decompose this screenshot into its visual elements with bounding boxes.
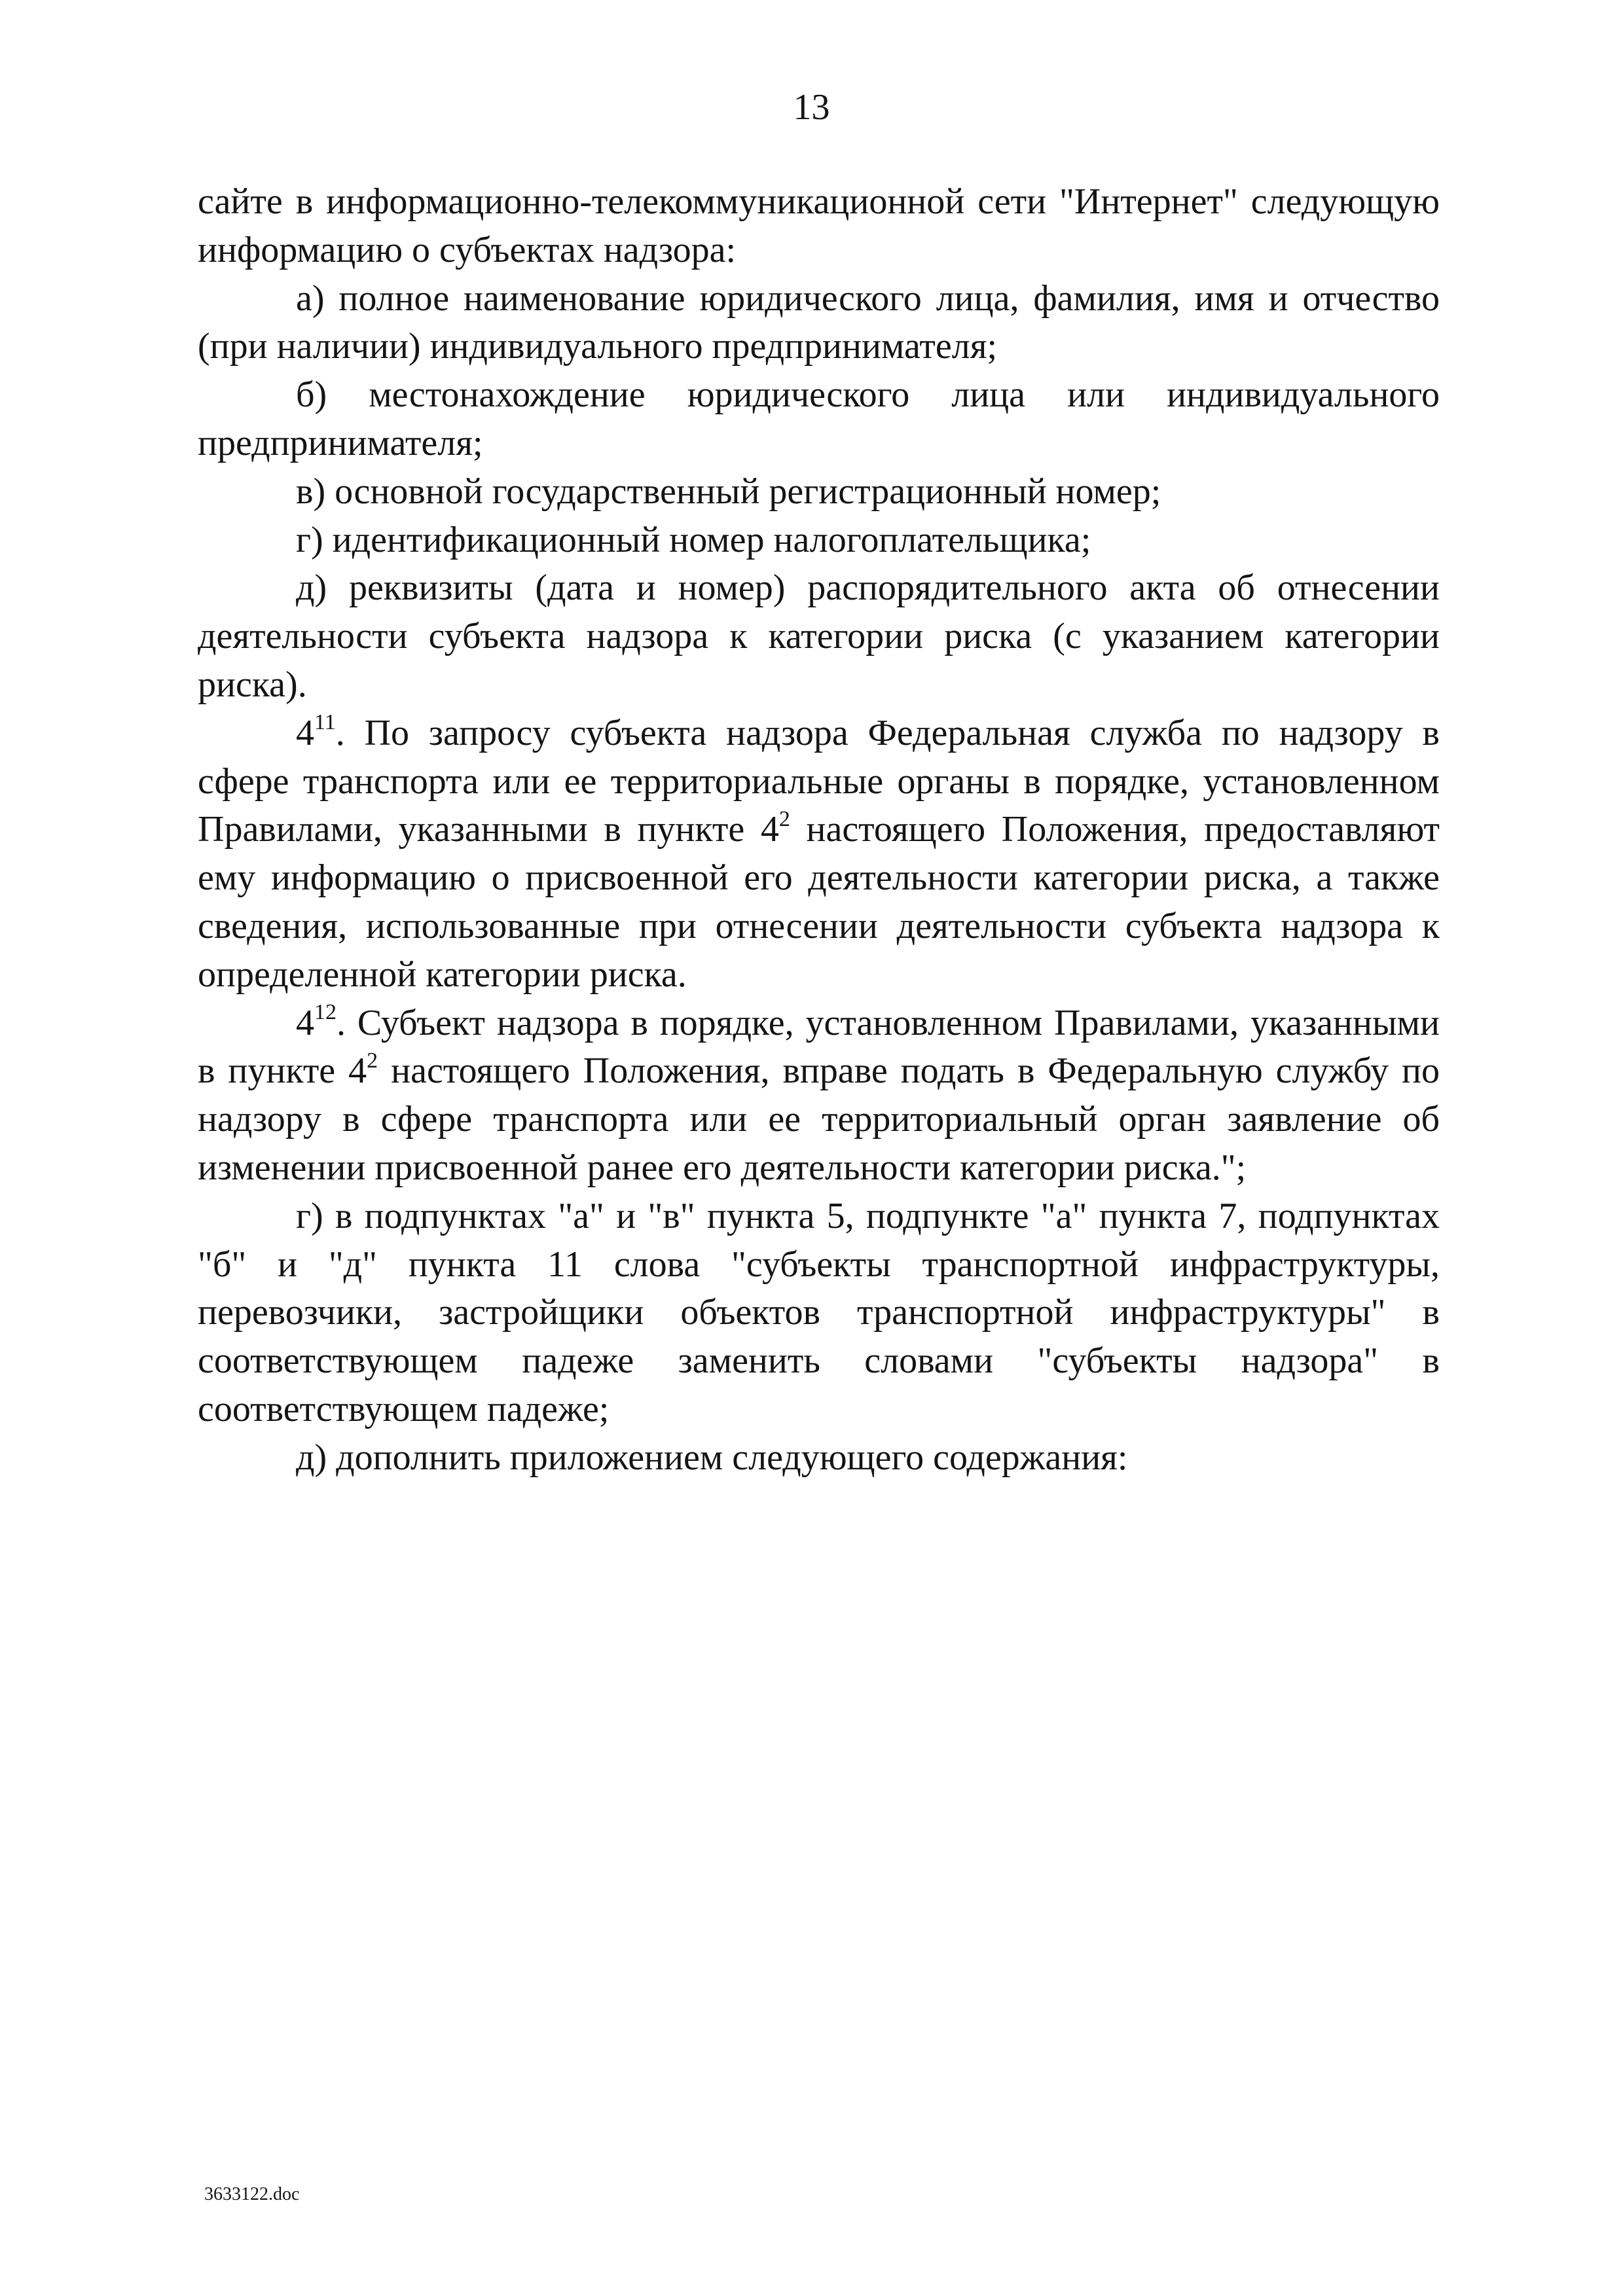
section-superscript: 11 xyxy=(314,710,336,735)
paragraph-continuation xyxy=(198,178,1440,275)
text-run: настоящего Положения, предоставляют ему информацию о присвоенной его деятельности категории риска, а также сведения, использованные при отнесении деятельности субъекта надзора к определенной категории риска. xyxy=(198,809,1440,995)
paragraph-item-a: а) полное наименование юридического лица, фамилия, имя и отчество (при наличии) индивидуального предпринимателя; xyxy=(198,278,1440,367)
word: информационно-телекоммуникационной xyxy=(326,181,965,222)
paragraph-item-v: в) основной государственный регистрационный номер; xyxy=(296,471,1161,512)
word: сети xyxy=(977,181,1047,222)
reference-superscript: 2 xyxy=(367,1048,378,1073)
reference-superscript: 2 xyxy=(778,806,790,831)
paragraph-item-g: г) идентификационный номер налогоплательщика; xyxy=(296,519,1091,560)
paragraph-item-b: б) местонахождение юридического лица или индивидуального предпринимателя; xyxy=(198,374,1440,463)
document-file-name: 3633122.doc xyxy=(204,2184,300,2204)
word: сайте xyxy=(198,181,283,222)
text-run: . Субъект надзора в порядке, установленном Правилами, указанными в пункте 4 xyxy=(198,1002,1440,1092)
section-number: 4 xyxy=(296,712,314,753)
section-number: 4 xyxy=(296,1002,314,1043)
text-run: следующую информацию о субъектах надзора: xyxy=(198,181,1440,270)
paragraph-amendment-g: г) в подпунктах "а" и "в" пункта 5, подпункте "а" пункта 7, подпунктах "б" и "д" пункта 11 слова "субъекты транспортной инфраструктуры, перевозчики, застройщики объектов транспортной инфраструктуры" в соответствующем падеже заменить словами "субъекты надзора" в соответствующем падеже; xyxy=(198,1195,1440,1429)
text-run: . По запросу субъекта надзора Федеральная служба по надзору в сфере транспорта или ее территориальные органы в порядке, установленном Правилами, указанными в пункте 4 xyxy=(198,712,1440,850)
paragraph-amendment-d: д) дополнить приложением следующего содержания: xyxy=(296,1437,1128,1478)
text-run: настоящего Положения, вправе подать в Федеральную службу по надзору в сфере транспорта или ее территориальный орган заявление об изменении присвоенной ранее его деятельности категории риска."; xyxy=(198,1050,1440,1188)
paragraph-4-11 xyxy=(198,709,1440,999)
paragraph-item-d: д) реквизиты (дата и номер) распорядительного акта об отнесении деятельности субъекта надзора к категории риска (с указанием категории риска). xyxy=(198,567,1440,705)
page-number: 13 xyxy=(793,87,830,128)
section-superscript: 12 xyxy=(314,999,337,1024)
document-body xyxy=(198,178,1440,1482)
word: "Интернет" xyxy=(1059,181,1238,222)
paragraph-4-12 xyxy=(198,999,1440,1193)
word: в xyxy=(295,181,314,222)
